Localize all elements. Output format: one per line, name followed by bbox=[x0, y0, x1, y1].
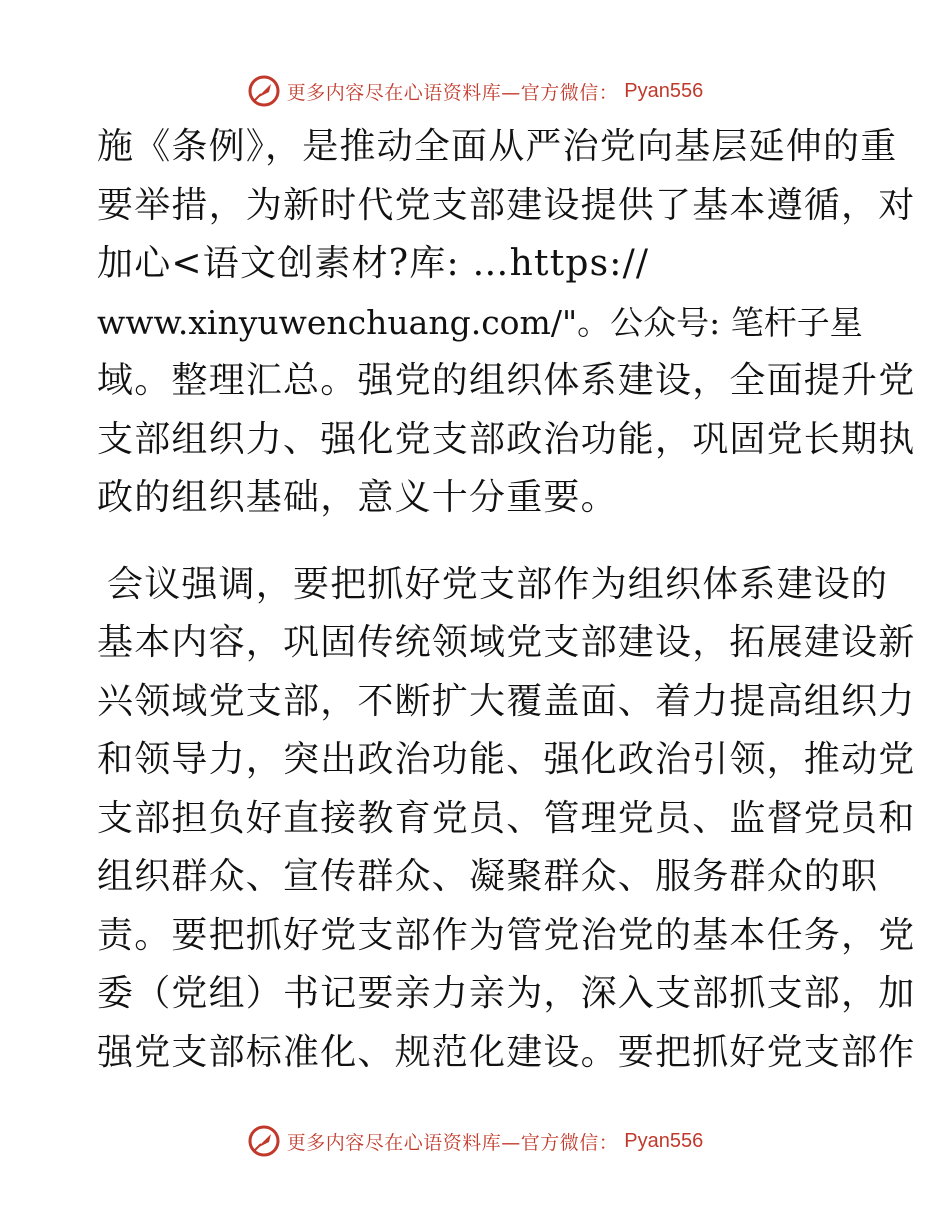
quill-logo-icon bbox=[247, 1124, 281, 1158]
text-line: www.xinyuwenchuang.com/"。公众号: 笔杆子星 bbox=[97, 302, 863, 342]
text-line: 基本内容，巩固传统领域党支部建设，拓展建设新 bbox=[97, 622, 916, 663]
text-line: 加心<语文创素材?库: …https:// bbox=[97, 243, 650, 284]
watermark-account: Pyan556 bbox=[624, 1129, 704, 1152]
text-line: 支部组织力、强化党支部政治功能，巩固党长期执 bbox=[97, 418, 916, 460]
text-line: 域。整理汇总。强党的组织体系建设，全面提升党 bbox=[97, 360, 916, 401]
footer-watermark bbox=[0, 1124, 950, 1158]
watermark-text: 更多内容尽在心语资料库—官方微信： bbox=[286, 1131, 619, 1154]
text-line: 强党支部标准化、规范化建设。要把抓好党支部作 bbox=[97, 1031, 916, 1073]
text-line: 责。要把抓好党支部作为管党治党的基本任务，党 bbox=[97, 914, 916, 956]
quill-logo-icon bbox=[247, 74, 281, 108]
text-line: 要举措，为新时代党支部建设提供了基本遵循，对 bbox=[97, 184, 916, 226]
text-line: 兴领域党支部，不断扩大覆盖面、着力提高组织力 bbox=[97, 680, 916, 722]
paragraph-1 bbox=[97, 118, 916, 528]
watermark-account: Pyan556 bbox=[624, 79, 704, 102]
text-line: 政的组织基础，意义十分重要。 bbox=[97, 477, 618, 518]
text-line: 组织群众、宣传群众、凝聚群众、服务群众的职 bbox=[97, 856, 879, 897]
paragraph-2 bbox=[97, 556, 916, 1141]
document-body bbox=[97, 118, 916, 1141]
text-line: 会议强调，要把抓好党支部作为组织体系建设的 bbox=[107, 563, 889, 605]
header-watermark bbox=[0, 74, 950, 108]
text-line: 和领导力，突出政治功能、强化政治引领，推动党 bbox=[97, 739, 916, 780]
text-line: 施《条例》，是推动全面从严治党向基层延伸的重 bbox=[97, 126, 898, 167]
text-line: 委（党组）书记要亲力亲为，深入支部抓支部，加 bbox=[97, 973, 916, 1014]
text-line: 支部担负好直接教育党员、管理党员、监督党员和 bbox=[97, 797, 916, 839]
watermark-text: 更多内容尽在心语资料库—官方微信： bbox=[286, 81, 619, 104]
paragraph-spacer bbox=[97, 528, 857, 556]
